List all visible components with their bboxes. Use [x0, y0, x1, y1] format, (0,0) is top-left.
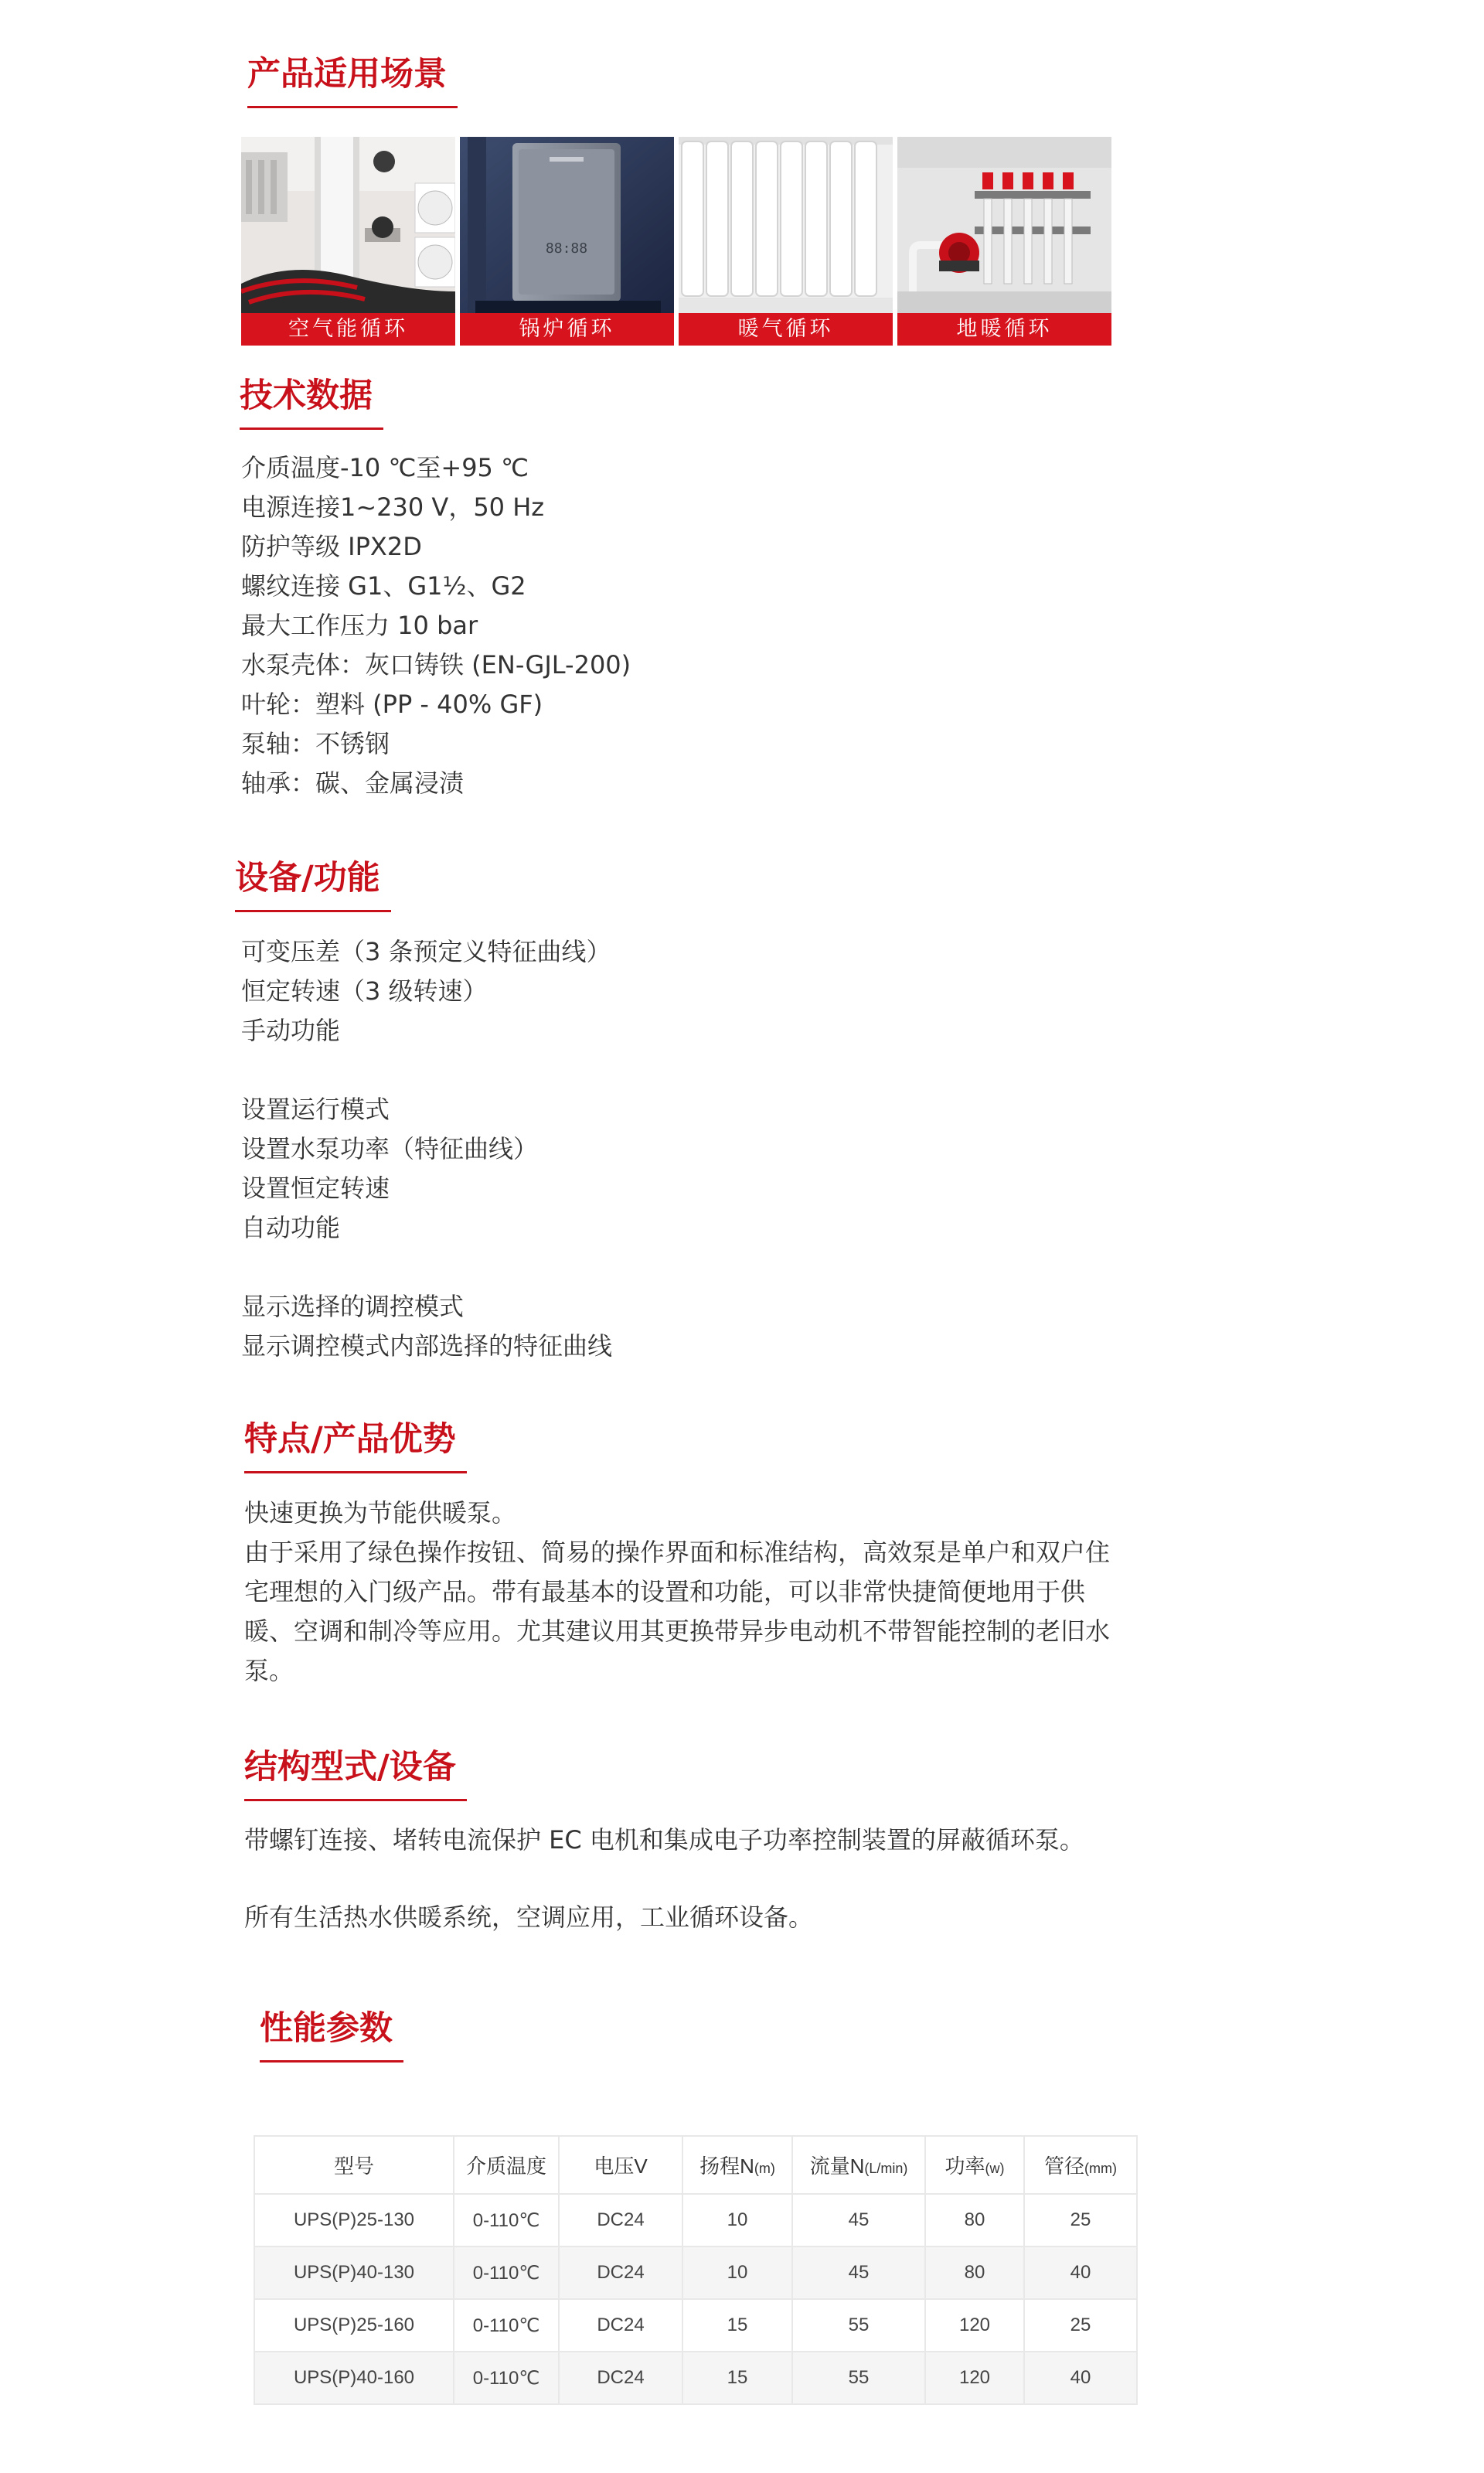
cell-head: 10 [682, 2246, 792, 2299]
feature-line: 显示选择的调控模式 [241, 1292, 465, 1321]
cell-head: 15 [682, 2299, 792, 2352]
cell-model: UPS(P)40-160 [254, 2352, 454, 2404]
table-row [254, 2194, 1137, 2246]
features-title: 设备/功能 [235, 855, 380, 901]
tech-line: 电源连接1~230 V，50 Hz [241, 492, 545, 522]
cell-flow: 45 [792, 2246, 925, 2299]
cell-power: 120 [925, 2299, 1024, 2352]
feature-spacer [241, 1051, 612, 1090]
cell-voltage: DC24 [559, 2352, 682, 2404]
table-row [254, 2352, 1137, 2404]
cell-power: 120 [925, 2352, 1024, 2404]
cell-flow: 45 [792, 2194, 925, 2246]
tech-line: 防护等级 IPX2D [241, 532, 422, 561]
feature-line: 可变压差（3 条预定义特征曲线） [241, 937, 611, 966]
feature-line: 设置水泵功率（特征曲线） [241, 1134, 539, 1163]
tech-title: 技术数据 [240, 373, 373, 419]
cell-diameter: 25 [1024, 2194, 1137, 2246]
performance-table [254, 2135, 1138, 2405]
scenes-title: 产品适用场景 [247, 51, 447, 97]
feature-line: 设置运行模式 [241, 1095, 390, 1124]
scene-air-source [241, 137, 455, 346]
col-header-power: 功率(w) [925, 2136, 1024, 2194]
cell-power: 80 [925, 2194, 1024, 2246]
feature-line: 手动功能 [241, 1016, 341, 1045]
cell-temp: 0-110℃ [454, 2299, 559, 2352]
cell-diameter: 25 [1024, 2299, 1137, 2352]
scene-label: 锅炉循环 [460, 313, 674, 346]
feature-line: 自动功能 [241, 1213, 341, 1242]
scene-floor-heating [897, 137, 1111, 346]
advantages-title: 特点/产品优势 [244, 1416, 456, 1463]
cell-model: UPS(P)25-130 [254, 2194, 454, 2246]
feature-line: 显示调控模式内部选择的特征曲线 [241, 1331, 613, 1361]
cell-head: 10 [682, 2194, 792, 2246]
table-row [254, 2246, 1137, 2299]
cell-voltage: DC24 [559, 2194, 682, 2246]
performance-title: 性能参数 [260, 2005, 393, 2052]
radiator-icon [679, 137, 893, 313]
cell-power: 80 [925, 2246, 1024, 2299]
floor-heating-manifold-icon [897, 137, 1111, 313]
col-header-model: 型号 [254, 2136, 454, 2194]
cell-flow: 55 [792, 2299, 925, 2352]
scene-label: 暖气循环 [679, 313, 893, 346]
tech-line: 叶轮：塑料 (PP - 40% GF) [241, 690, 543, 719]
cell-voltage: DC24 [559, 2246, 682, 2299]
table-header-row [254, 2136, 1137, 2194]
tech-line: 介质温度-10 ℃至+95 ℃ [241, 453, 529, 482]
cell-temp: 0-110℃ [454, 2194, 559, 2246]
tech-list [241, 448, 631, 803]
tech-line: 最大工作压力 10 bar [241, 611, 478, 640]
scene-label: 地暖循环 [897, 313, 1111, 346]
structure-line-1: 带螺钉连接、堵转电流保护 EC 电机和集成电子功率控制装置的屏蔽循环泵。 [244, 1825, 1084, 1855]
boiler-icon [460, 137, 674, 313]
scene-radiator [679, 137, 893, 346]
structure-title: 结构型式/设备 [244, 1744, 456, 1790]
cell-diameter: 40 [1024, 2352, 1137, 2404]
tech-line: 轴承：碳、金属浸渍 [241, 768, 465, 798]
feature-line: 设置恒定转速 [241, 1173, 390, 1203]
air-source-heat-pump-icon [241, 137, 455, 313]
advantages-text: 快速更换为节能供暖泵。 由于采用了绿色操作按钮、简易的操作界面和标准结构，高效泵是单户和双户住宅理想的入门级产品。带有最基本的设置和功能，可以非常快捷简便地用于供暖、空调和制冷等应用。尤其建议用其更换带异步电动机不带智能控制的老旧水泵。 [244, 1498, 1111, 1685]
table-row [254, 2299, 1137, 2352]
tech-line: 水泵壳体：灰口铸铁 (EN-GJL-200) [241, 650, 631, 680]
cell-diameter: 40 [1024, 2246, 1137, 2299]
cell-head: 15 [682, 2352, 792, 2404]
tech-line: 泵轴：不锈钢 [241, 729, 390, 758]
cell-model: UPS(P)25-160 [254, 2299, 454, 2352]
cell-voltage: DC24 [559, 2299, 682, 2352]
cell-model: UPS(P)40-130 [254, 2246, 454, 2299]
feature-line: 恒定转速（3 级转速） [241, 976, 488, 1006]
col-header-temp: 介质温度 [454, 2136, 559, 2194]
scenes-gallery [241, 137, 1111, 346]
col-header-voltage: 电压V [559, 2136, 682, 2194]
col-header-flow: 流量N(L/min) [792, 2136, 925, 2194]
features-list [241, 932, 612, 1366]
col-header-diameter: 管径(mm) [1024, 2136, 1137, 2194]
svg-text:88:88: 88:88 [545, 240, 588, 257]
structure-line-2: 所有生活热水供暖系统，空调应用，工业循环设备。 [244, 1902, 814, 1932]
scene-label: 空气能循环 [241, 313, 455, 346]
col-header-head: 扬程N(m) [682, 2136, 792, 2194]
scene-boiler [460, 137, 674, 346]
cell-flow: 55 [792, 2352, 925, 2404]
tech-line: 螺纹连接 G1、G1½、G2 [241, 571, 526, 601]
cell-temp: 0-110℃ [454, 2246, 559, 2299]
feature-spacer [241, 1248, 612, 1287]
cell-temp: 0-110℃ [454, 2352, 559, 2404]
